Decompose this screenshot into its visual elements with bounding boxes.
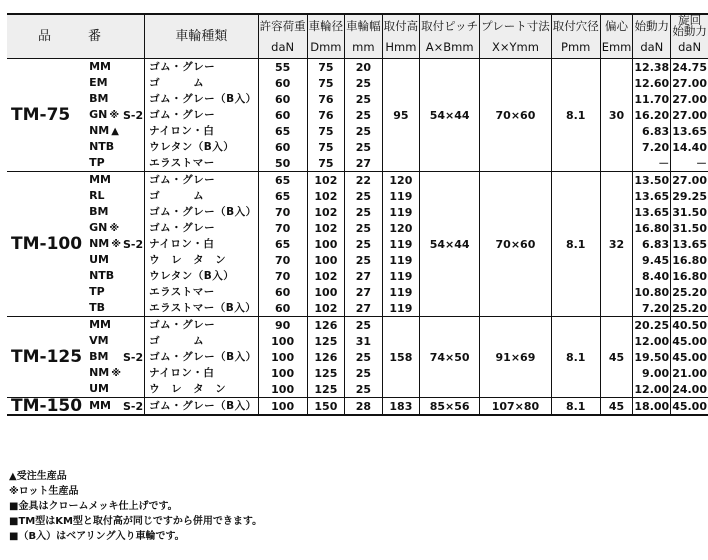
product-code [83, 252, 122, 268]
product-code [83, 220, 122, 236]
wheel-type: ナイロン・白 [145, 123, 259, 139]
mount-height: 95 [382, 59, 420, 172]
wheel-width: 25 [345, 107, 383, 123]
mount-pitch: 54×44 [420, 59, 480, 172]
mount-pitch: 54×44 [420, 172, 480, 317]
mount-pitch: 85×56 [420, 398, 480, 416]
note-bearing: ■（B入）はベアリング入り車輪です。 [9, 531, 185, 542]
wheel-diameter: 125 [307, 333, 345, 349]
header-start-force: 始動力 [633, 14, 671, 37]
product-code [83, 75, 122, 91]
product-code [83, 317, 122, 334]
series-code: S-2 [122, 317, 145, 398]
wheel-width: 27 [345, 300, 383, 317]
allowable-load: 65 [258, 172, 307, 189]
wheel-width: 31 [345, 333, 383, 349]
turn-force: 25.20 [672, 285, 707, 299]
hole-diameter: 8.1 [551, 172, 600, 317]
product-code [83, 59, 122, 76]
product-code [83, 236, 122, 252]
start-force: 16.80 [634, 221, 670, 235]
mount-height: 119 [382, 284, 420, 300]
header-load: 許容荷重 [258, 14, 307, 37]
product-code-text: UM [89, 253, 109, 266]
wheel-width: 22 [345, 172, 383, 189]
product-code [83, 381, 122, 398]
product-code [83, 300, 122, 317]
turn-force: 45.00 [672, 350, 707, 364]
wheel-width: 25 [345, 91, 383, 107]
allowable-load: 100 [258, 349, 307, 365]
model-name: TM-150 [7, 398, 83, 416]
turn-force: 25.20 [672, 301, 707, 315]
wheel-diameter: 100 [307, 284, 345, 300]
start-force: 11.70 [634, 92, 670, 106]
allowable-load: 60 [258, 284, 307, 300]
wheel-type: エラストマー [145, 155, 259, 172]
mount-height: 119 [382, 188, 420, 204]
start-force: 13.65 [634, 205, 670, 219]
header-plate: プレート寸法 [480, 14, 552, 37]
spec-table [7, 13, 708, 416]
wheel-diameter: 102 [307, 268, 345, 284]
wheel-width: 25 [345, 220, 383, 236]
wheel-type: ゴム・グレー（B入） [145, 349, 259, 365]
allowable-load: 65 [258, 236, 307, 252]
start-force: 18.00 [633, 398, 671, 416]
product-code [83, 139, 122, 155]
mount-height: 119 [382, 300, 420, 317]
hole-diameter: 8.1 [551, 59, 600, 172]
wheel-type: エラストマー（B入） [145, 300, 259, 317]
wheel-width: 25 [345, 204, 383, 220]
turn-force: 40.50 [672, 318, 707, 332]
wheel-width: 25 [345, 123, 383, 139]
header-diameter: 車輪径 [307, 14, 345, 37]
start-force: 10.80 [634, 285, 670, 299]
product-mark: ※ [109, 110, 120, 121]
product-code [83, 107, 122, 123]
wheel-diameter: 75 [307, 139, 345, 155]
start-force: 6.83 [633, 236, 671, 252]
series-code: S-2 [122, 59, 145, 172]
wheel-width: 25 [345, 365, 383, 381]
model-name: TM-100 [7, 172, 83, 317]
wheel-width: 20 [345, 59, 383, 76]
turn-force: 27.00 [672, 108, 707, 122]
mount-height: 183 [382, 398, 420, 416]
wheel-type: ウレタン（B入） [145, 139, 259, 155]
product-code [83, 123, 122, 139]
product-code-text: TP [89, 156, 105, 169]
table-row [7, 59, 708, 76]
allowable-load: 50 [258, 155, 307, 172]
product-code-text: MM [89, 60, 111, 73]
allowable-load: 60 [258, 91, 307, 107]
allowable-load: 65 [258, 188, 307, 204]
start-force: 20.25 [634, 318, 670, 332]
wheel-type: ナイロン・白 [145, 236, 259, 252]
wheel-diameter: 100 [307, 252, 345, 268]
note-made-to-order: ▲受注生産品 [9, 471, 67, 482]
product-code-text: EM [89, 76, 108, 89]
wheel-type: ゴム・グレー [145, 220, 259, 236]
allowable-load: 100 [258, 398, 307, 416]
offset: 30 [600, 59, 633, 172]
wheel-type: ゴム・グレー（B入） [145, 398, 259, 416]
product-code-text: GN [89, 221, 108, 234]
product-code [83, 333, 122, 349]
table-row [7, 398, 708, 416]
wheel-width: 25 [345, 139, 383, 155]
wheel-diameter: 125 [307, 365, 345, 381]
mount-height: 158 [382, 317, 420, 398]
product-code-text: TB [89, 301, 105, 314]
wheel-diameter: 102 [307, 204, 345, 220]
wheel-diameter: 102 [307, 220, 345, 236]
product-code [83, 398, 122, 416]
product-code-text: MM [89, 318, 111, 331]
turn-force: 31.50 [672, 205, 707, 219]
turn-force: 13.65 [672, 124, 707, 138]
start-force: 6.83 [633, 123, 671, 139]
wheel-width: 27 [345, 268, 383, 284]
start-force: 13.50 [634, 173, 670, 187]
header-wheel-type: 車輪種類 [145, 14, 259, 59]
turn-force: － [671, 155, 708, 172]
turn-force: 29.25 [672, 189, 707, 203]
wheel-width: 27 [345, 155, 383, 172]
wheel-width: 25 [345, 317, 383, 334]
offset: 45 [600, 317, 633, 398]
allowable-load: 70 [258, 252, 307, 268]
product-code-text: RL [89, 189, 105, 202]
wheel-width: 25 [345, 252, 383, 268]
header-row-2: daN Dmm mm Hmm A×Bmm X×Ymm Pmm Emm daN daN [7, 37, 708, 59]
product-code-text: NM [89, 366, 110, 379]
wheel-diameter: 150 [307, 398, 345, 416]
start-force: 9.00 [633, 365, 671, 381]
hole-diameter: 8.1 [551, 317, 600, 398]
wheel-type: ゴム・グレー（B入） [145, 204, 259, 220]
product-code [83, 155, 122, 172]
turn-force: 21.00 [672, 366, 707, 380]
start-force: 9.45 [633, 252, 671, 268]
mount-pitch: 74×50 [420, 317, 480, 398]
start-force: 19.50 [634, 350, 670, 364]
wheel-diameter: 126 [307, 317, 345, 334]
allowable-load: 100 [258, 365, 307, 381]
table-row [7, 172, 708, 189]
start-force: 7.20 [633, 139, 671, 155]
series-code: S-2 [122, 172, 145, 317]
allowable-load: 65 [258, 123, 307, 139]
product-code-text: BM [89, 350, 109, 363]
wheel-width: 25 [345, 236, 383, 252]
product-code-text: UM [89, 382, 109, 395]
plate-size: 91×69 [480, 317, 552, 398]
wheel-diameter: 75 [307, 155, 345, 172]
turn-force: 24.75 [672, 60, 707, 74]
product-code-text: MM [89, 399, 111, 412]
allowable-load: 55 [258, 59, 307, 76]
series-code: S-2 [122, 398, 145, 416]
hole-diameter: 8.1 [551, 398, 600, 416]
start-force: 7.20 [633, 300, 671, 317]
wheel-type: ゴ ム [145, 75, 259, 91]
product-code [83, 204, 122, 220]
product-code [83, 91, 122, 107]
header-offset: 偏心 [600, 14, 633, 37]
spec-table-body [7, 59, 708, 416]
wheel-type: ウ レ タ ン [145, 381, 259, 398]
wheel-diameter: 102 [307, 188, 345, 204]
start-force: 12.00 [634, 382, 670, 396]
product-code [83, 268, 122, 284]
wheel-width: 25 [345, 381, 383, 398]
turn-force: 16.80 [672, 253, 707, 267]
note-chrome-plating: ■金具はクロームメッキ仕上げです。 [9, 501, 178, 512]
note-lot-production: ※ロット生産品 [9, 486, 79, 497]
wheel-type: ゴム・グレー [145, 172, 259, 189]
mount-height: 119 [382, 204, 420, 220]
header-pitch: 取付ピッチ [420, 14, 480, 37]
allowable-load: 90 [258, 317, 307, 334]
header-turn-force: 旋回 始動力 [672, 13, 707, 38]
turn-force: 31.50 [672, 221, 707, 235]
allowable-load: 60 [258, 300, 307, 317]
wheel-diameter: 125 [307, 381, 345, 398]
header-hole: 取付穴径 [551, 14, 600, 37]
start-force: 8.40 [633, 268, 671, 284]
product-code [83, 188, 122, 204]
wheel-diameter: 75 [307, 75, 345, 91]
allowable-load: 70 [258, 220, 307, 236]
product-mark: ※ [109, 223, 120, 234]
turn-force: 14.40 [672, 140, 707, 154]
product-code-text: TP [89, 285, 105, 298]
start-force: 13.65 [634, 189, 670, 203]
plate-size: 107×80 [480, 398, 552, 416]
wheel-type: エラストマー [145, 284, 259, 300]
product-mark: ※ [111, 368, 121, 379]
wheel-type: ゴム・グレー [145, 317, 259, 334]
wheel-type: ゴム・グレー [145, 107, 259, 123]
product-code [83, 172, 122, 189]
header-row-1 [7, 14, 708, 37]
mount-height: 120 [382, 220, 420, 236]
product-code-text: NTB [89, 140, 115, 153]
turn-force: 27.00 [672, 92, 707, 106]
allowable-load: 60 [258, 75, 307, 91]
start-force: 12.60 [634, 76, 670, 90]
wheel-width: 27 [345, 284, 383, 300]
product-mark: ※ [111, 239, 121, 250]
wheel-diameter: 76 [307, 91, 345, 107]
turn-force: 16.80 [672, 269, 707, 283]
wheel-type: ウレタン（B入） [145, 268, 259, 284]
product-code-text: MM [89, 173, 111, 186]
turn-force: 27.00 [672, 76, 707, 90]
turn-force: 24.00 [672, 382, 707, 396]
wheel-width: 25 [345, 188, 383, 204]
start-force: － [633, 155, 671, 172]
header-product-no: 品 番 [7, 14, 145, 59]
mount-height: 119 [382, 252, 420, 268]
wheel-width: 28 [345, 398, 383, 416]
product-code [83, 365, 122, 381]
wheel-width: 25 [345, 349, 383, 365]
offset: 45 [600, 398, 633, 416]
product-code [83, 284, 122, 300]
wheel-diameter: 102 [307, 300, 345, 317]
mount-height: 119 [382, 236, 420, 252]
model-name: TM-125 [7, 317, 83, 398]
allowable-load: 70 [258, 268, 307, 284]
wheel-type: ナイロン・白 [145, 365, 259, 381]
start-force: 12.38 [634, 60, 670, 74]
wheel-type: ゴム・グレー [145, 59, 259, 76]
product-code-text: NM [89, 237, 110, 250]
product-code-text: VM [89, 334, 109, 347]
product-code-text: BM [89, 92, 109, 105]
product-code-text: GN [89, 108, 108, 121]
wheel-diameter: 126 [307, 349, 345, 365]
start-force: 16.20 [634, 108, 670, 122]
wheel-diameter: 76 [307, 107, 345, 123]
wheel-diameter: 100 [307, 236, 345, 252]
product-code [83, 349, 122, 365]
notes [9, 469, 262, 544]
mount-height: 119 [382, 268, 420, 284]
turn-force: 45.00 [671, 398, 708, 416]
turn-force: 13.65 [672, 237, 707, 251]
wheel-diameter: 102 [307, 172, 345, 189]
allowable-load: 60 [258, 139, 307, 155]
wheel-diameter: 75 [307, 59, 345, 76]
start-force: 12.00 [634, 334, 670, 348]
note-compatibility: ■TM型はKM型と取付高が同じですから併用できます。 [9, 516, 263, 527]
plate-size: 70×60 [480, 59, 552, 172]
wheel-type: ゴム・グレー（B入） [145, 91, 259, 107]
product-code-text: NM [89, 124, 110, 137]
allowable-load: 70 [258, 204, 307, 220]
header-width: 車輪幅 [345, 14, 383, 37]
plate-size: 70×60 [480, 172, 552, 317]
mount-height: 120 [382, 172, 420, 189]
allowable-load: 100 [258, 381, 307, 398]
product-code-text: NTB [89, 269, 115, 282]
product-mark: ▲ [111, 126, 119, 137]
wheel-type: ゴ ム [145, 333, 259, 349]
model-name: TM-75 [7, 59, 83, 172]
allowable-load: 60 [258, 107, 307, 123]
wheel-width: 25 [345, 75, 383, 91]
wheel-diameter: 75 [307, 123, 345, 139]
table-row [7, 317, 708, 334]
header-height: 取付高 [382, 14, 420, 37]
wheel-type: ゴ ム [145, 188, 259, 204]
product-code-text: BM [89, 205, 109, 218]
allowable-load: 100 [258, 333, 307, 349]
wheel-type: ウ レ タ ン [145, 252, 259, 268]
offset: 32 [600, 172, 633, 317]
turn-force: 27.00 [672, 173, 707, 187]
turn-force: 45.00 [672, 334, 707, 348]
